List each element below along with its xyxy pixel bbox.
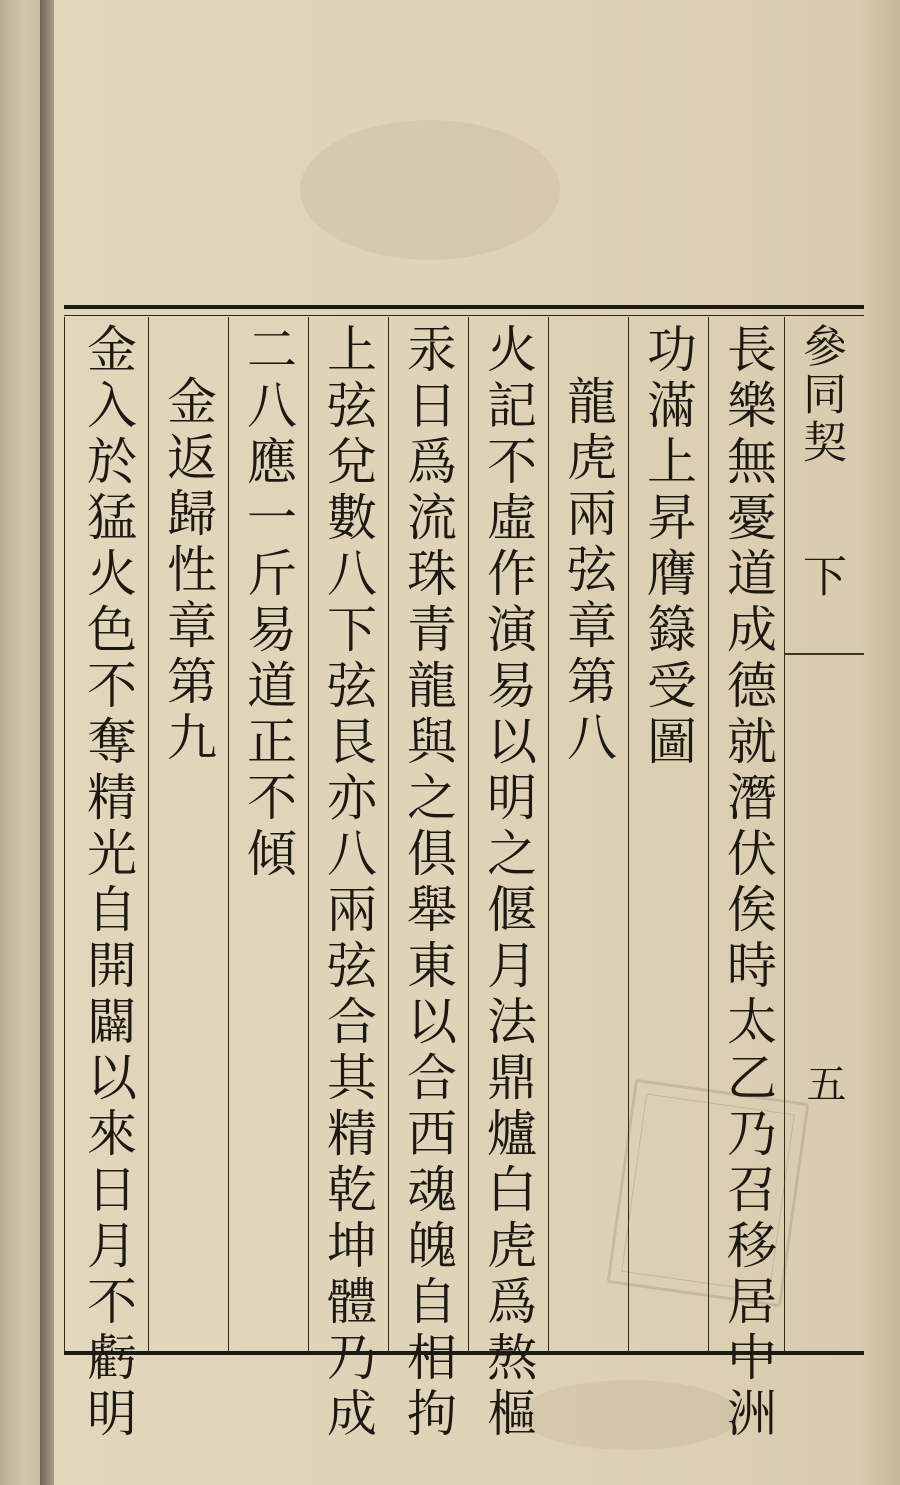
- text-column-6: 上弦兌數八下弦艮亦八兩弦合其精乾坤體乃成: [319, 323, 377, 1443]
- text-column-7: 二八應一斤易道正不傾: [239, 323, 297, 883]
- column-rule: [64, 317, 65, 1351]
- column-rule: [148, 317, 149, 1351]
- chapter-mark: 下: [795, 553, 846, 597]
- frame-inner-rule: [64, 315, 864, 316]
- text-column-9: 金入於猛火色不奪精光自開闢以來日月不虧明: [79, 323, 137, 1443]
- column-rule: [388, 317, 389, 1351]
- text-column-2: 功滿上昇膺籙受圖: [639, 323, 697, 771]
- book-gutter: [40, 0, 54, 1485]
- fish-tail-mark: [784, 653, 864, 655]
- text-column-1: 長樂無憂道成德就潛伏俟時太乙乃召移居中洲: [719, 323, 777, 1443]
- column-rule: [468, 317, 469, 1351]
- column-rule: [308, 317, 309, 1351]
- column-rule: [548, 317, 549, 1351]
- chapter-heading-8: 龍虎兩弦章第八: [559, 375, 617, 767]
- column-rule: [228, 317, 229, 1351]
- collector-seal: [607, 1079, 810, 1307]
- text-column-4: 火記不虛作演易以明之偃月法鼎爐白虎爲熬樞: [479, 323, 537, 1443]
- text-column-5: 汞日爲流珠青龍與之俱舉東以合西魂魄自相拘: [399, 323, 457, 1443]
- book-title: 參同契: [795, 323, 846, 467]
- paper-stain: [300, 120, 560, 260]
- paper-stain: [520, 1380, 740, 1450]
- previous-page-edge: [0, 0, 42, 1485]
- chapter-heading-9: 金返歸性章第九: [159, 375, 217, 767]
- page-number: 五: [800, 1063, 846, 1103]
